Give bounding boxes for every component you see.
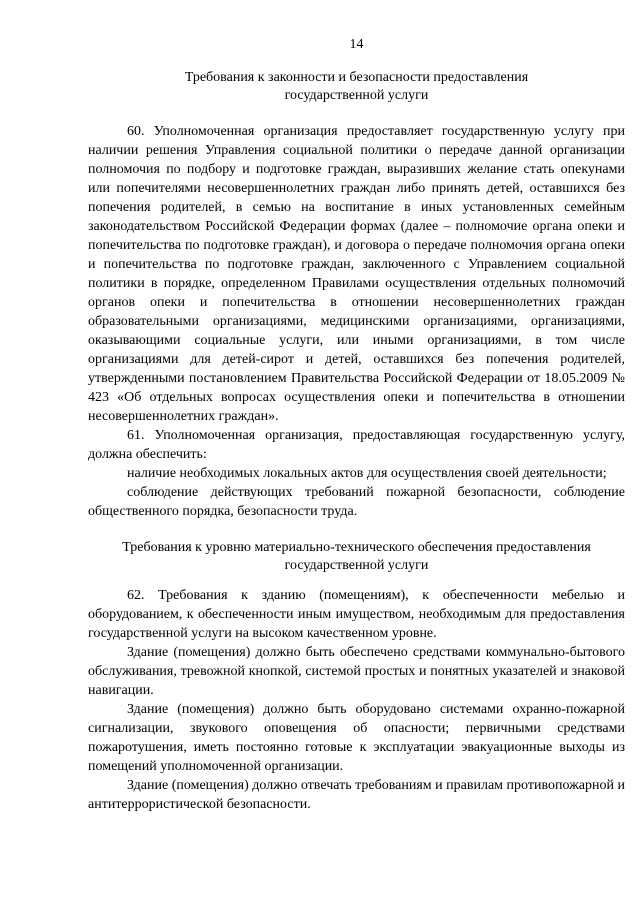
section-title-line: Требования к уровню материально-технического обеспечения предоставления [122, 540, 591, 555]
section-title-material-technical [88, 539, 625, 575]
section-title-line: государственной услуги [284, 88, 429, 103]
paragraph-61-item-local-acts: наличие необходимых локальных актов для осуществления своей деятельности; [127, 466, 607, 481]
paragraph-61: 61. Уполномоченная организация, предоставляющая государственную услугу, должна обеспечить: [88, 428, 625, 462]
paragraph-61-item-fire-safety: соблюдение действующих требований пожарной безопасности, соблюдение общественного порядка, безопасности труда. [88, 485, 625, 519]
section-title-line: государственной услуги [284, 558, 429, 573]
paragraph-building-fire-alarm: Здание (помещения) должно быть оборудовано системами охранно-пожарной сигнализации, звукового оповещения об опасности; первичными средствами пожаротушения, иметь постоянно готовые к эксплуатации эвакуационные выходы из помещений уполномоченной организации. [88, 702, 625, 774]
paragraph-building-equipment: Здание (помещения) должно быть обеспечено средствами коммунально-бытового обслуживания, тревожной кнопкой, системой простых и понятных указателей и знаковой навигации. [88, 645, 625, 698]
paragraph-62: 62. Требования к зданию (помещениям), к обеспеченности мебелью и оборудованием, к обеспеченности иным имуществом, необходимым для предоставления государственной услуги на высоком качественном уровне. [88, 588, 625, 641]
paragraph-building-safety-rules: Здание (помещения) должно отвечать требованиям и правилам противопожарной и антитеррористической безопасности. [88, 778, 625, 812]
section-body-legality-safety [88, 122, 625, 521]
page-number: 14 [349, 37, 364, 52]
section-title-line: Требования к законности и безопасности предоставления [184, 70, 529, 85]
section-title-legality-safety [88, 69, 625, 105]
paragraph-60: 60. Уполномоченная организация предоставляет государственную услугу при наличии решения Управления социальной политики о передаче данной организации полномочия по подбору и подготовке граждан, выразивших желание стать опекунами или попечителями несовершеннолетних граждан либо принять детей, оставшихся без попечения родителей, в семью на воспитание в иных установленных семейным законодательством Российской Федерации формах (далее – полномочие органа опеки и попечительства по подготовке граждан), и договора о передаче полномочия органа опеки и попечительства по подготовке граждан, заключенного с Управлением социальной политики в порядке, определенном Правилами осуществления отдельных полномочий органов опеки и попечительства в отношении несовершеннолетних граждан образовательными организациями, медицинскими организациями, организациями, оказывающими социальные услуги, или иными организациями, в том числе организациями для детей-сирот и детей, оставшихся без попечения родителей, утвержденными постановлением Правительства Российской Федерации от 18.05.2009 № 423 «Об отдельных вопросах осуществления опеки и попечительства в отношении несовершеннолетних граждан». [88, 124, 625, 424]
section-body-material-technical [88, 586, 625, 814]
